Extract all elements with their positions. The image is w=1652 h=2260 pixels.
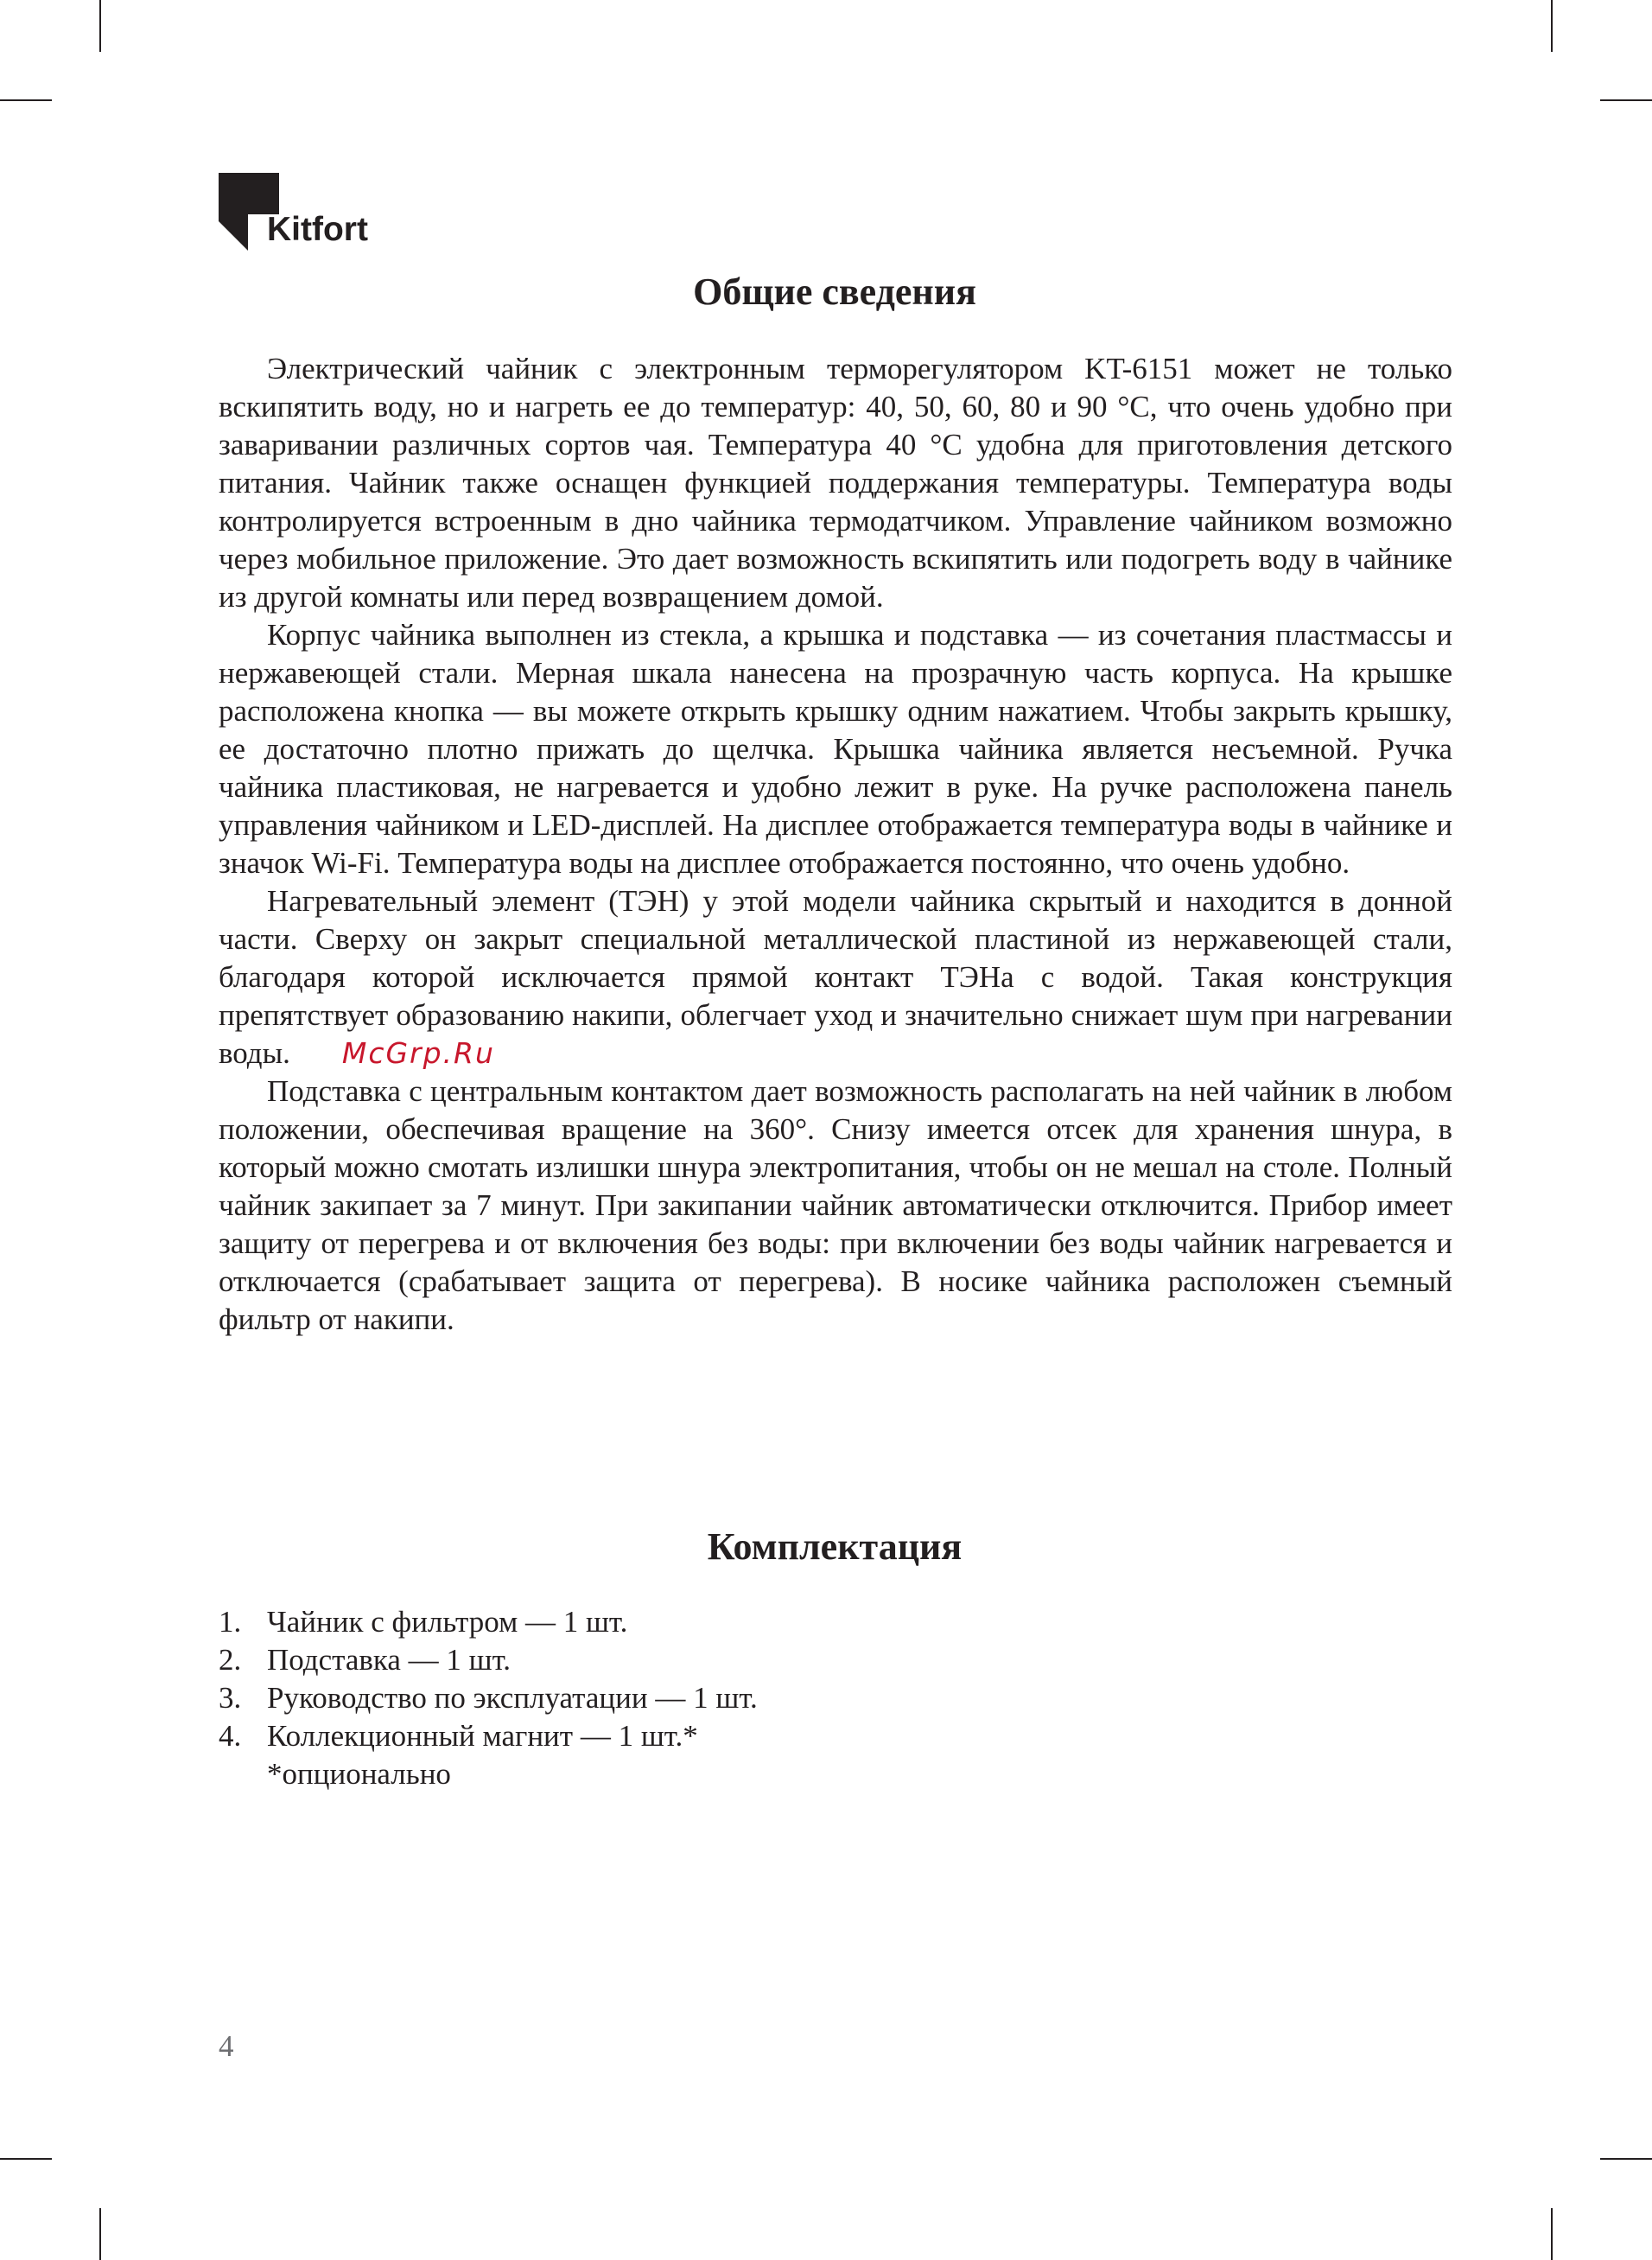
paragraph: Корпус чайника выполнен из стекла, а крышка и подставка — из сочетания пластмассы и нержавеющей стали. Мерная шкала нанесена на прозрачную часть корпуса. На крышке расположена кнопка — вы можете открыть крышку одним нажатием. Чтобы закрыть крышку, ее достаточно плотно прижать до щелчка. Крышка чайника является несъемной. Ручка чайника пластиковая, не нагревается и удобно лежит в руке. На ручке расположена панель управления чайником и LED-дисплей. На дисплее отображается температура воды в чайнике и значок Wi-Fi. Температура воды на дисплее отображается постоянно, что очень удобно. <box>219 618 1452 880</box>
list-number: 2. <box>219 1643 242 1677</box>
crop-mark <box>0 99 52 101</box>
list-number: 3. <box>219 1681 242 1715</box>
list-item <box>219 1641 758 1679</box>
kit-footnote: *опционально <box>267 1757 451 1791</box>
list-text: Чайник с фильтром — 1 шт. <box>267 1605 628 1639</box>
crop-mark <box>1600 2158 1652 2160</box>
general-body <box>219 350 1452 1339</box>
list-text: Руководство по эксплуатации — 1 шт. <box>267 1681 758 1715</box>
brand-logo <box>219 173 391 255</box>
list-number: 4. <box>219 1719 242 1753</box>
list-text: Коллекционный магнит — 1 шт.* <box>267 1719 698 1753</box>
section-title-general: Общие сведения <box>693 271 976 313</box>
paragraph: Электрический чайник с электронным терморегулятором KT-6151 может не только вскипятить воду, но и нагреть ее до температур: 40, 50, 60, 80 и 90 °C, что очень удобно при заваривании различных сортов чая. Температура 40 °C удобна для приготовления детского питания. Чайник также оснащен функцией поддержания температуры. Температура воды контролируется встроенным в дно чайника термодатчиком. Управление чайником возможно через мобильное приложение. Это дает возможность вскипятить или подогреть воду в чайнике из другой комнаты или перед возвращением домой. <box>219 352 1452 614</box>
crop-mark <box>1600 99 1652 101</box>
crop-mark <box>1551 0 1553 52</box>
paragraph <box>219 882 1452 1073</box>
crop-mark <box>1551 2208 1553 2260</box>
list-text: Подставка — 1 шт. <box>267 1643 511 1677</box>
crop-mark <box>99 0 101 52</box>
brand-name: Kitfort <box>267 211 368 248</box>
crop-mark <box>99 2208 101 2260</box>
section-title-kit: Комплектация <box>707 1525 963 1568</box>
list-number: 1. <box>219 1605 242 1639</box>
list-item <box>219 1679 758 1717</box>
list-item <box>219 1603 758 1641</box>
kit-list <box>219 1603 758 1755</box>
list-item <box>219 1717 758 1755</box>
page-number: 4 <box>219 2029 234 2063</box>
paragraph: Подставка с центральным контактом дает возможность располагать на ней чайник в любом положении, обеспечивая вращение на 360°. Снизу имеется отсек для хранения шнура, в который можно смотать излишки шнура электропитания, чтобы он не мешал на столе. Полный чайник закипает за 7 минут. При закипании чайник автоматически отключится. Прибор имеет защиту от перегрева и от включения без воды: при включении без воды чайник нагревается и отключается (срабатывает защита от перегрева). В носике чайника расположен съемный фильтр от накипи. <box>219 1074 1452 1336</box>
crop-mark <box>0 2158 52 2160</box>
paragraph-text: Нагревательный элемент (ТЭН) у этой модели чайника скрытый и находится в донной части. Сверху он закрыт специальной металлической пластиной из нержавеющей стали, благодаря которой исключается прямой контакт ТЭНа с водой. Такая конструкция препятствует образованию накипи, облегчает уход и значительно снижает шум при нагревании воды. <box>219 884 1452 1070</box>
watermark: McGrp.Ru <box>341 1036 495 1070</box>
